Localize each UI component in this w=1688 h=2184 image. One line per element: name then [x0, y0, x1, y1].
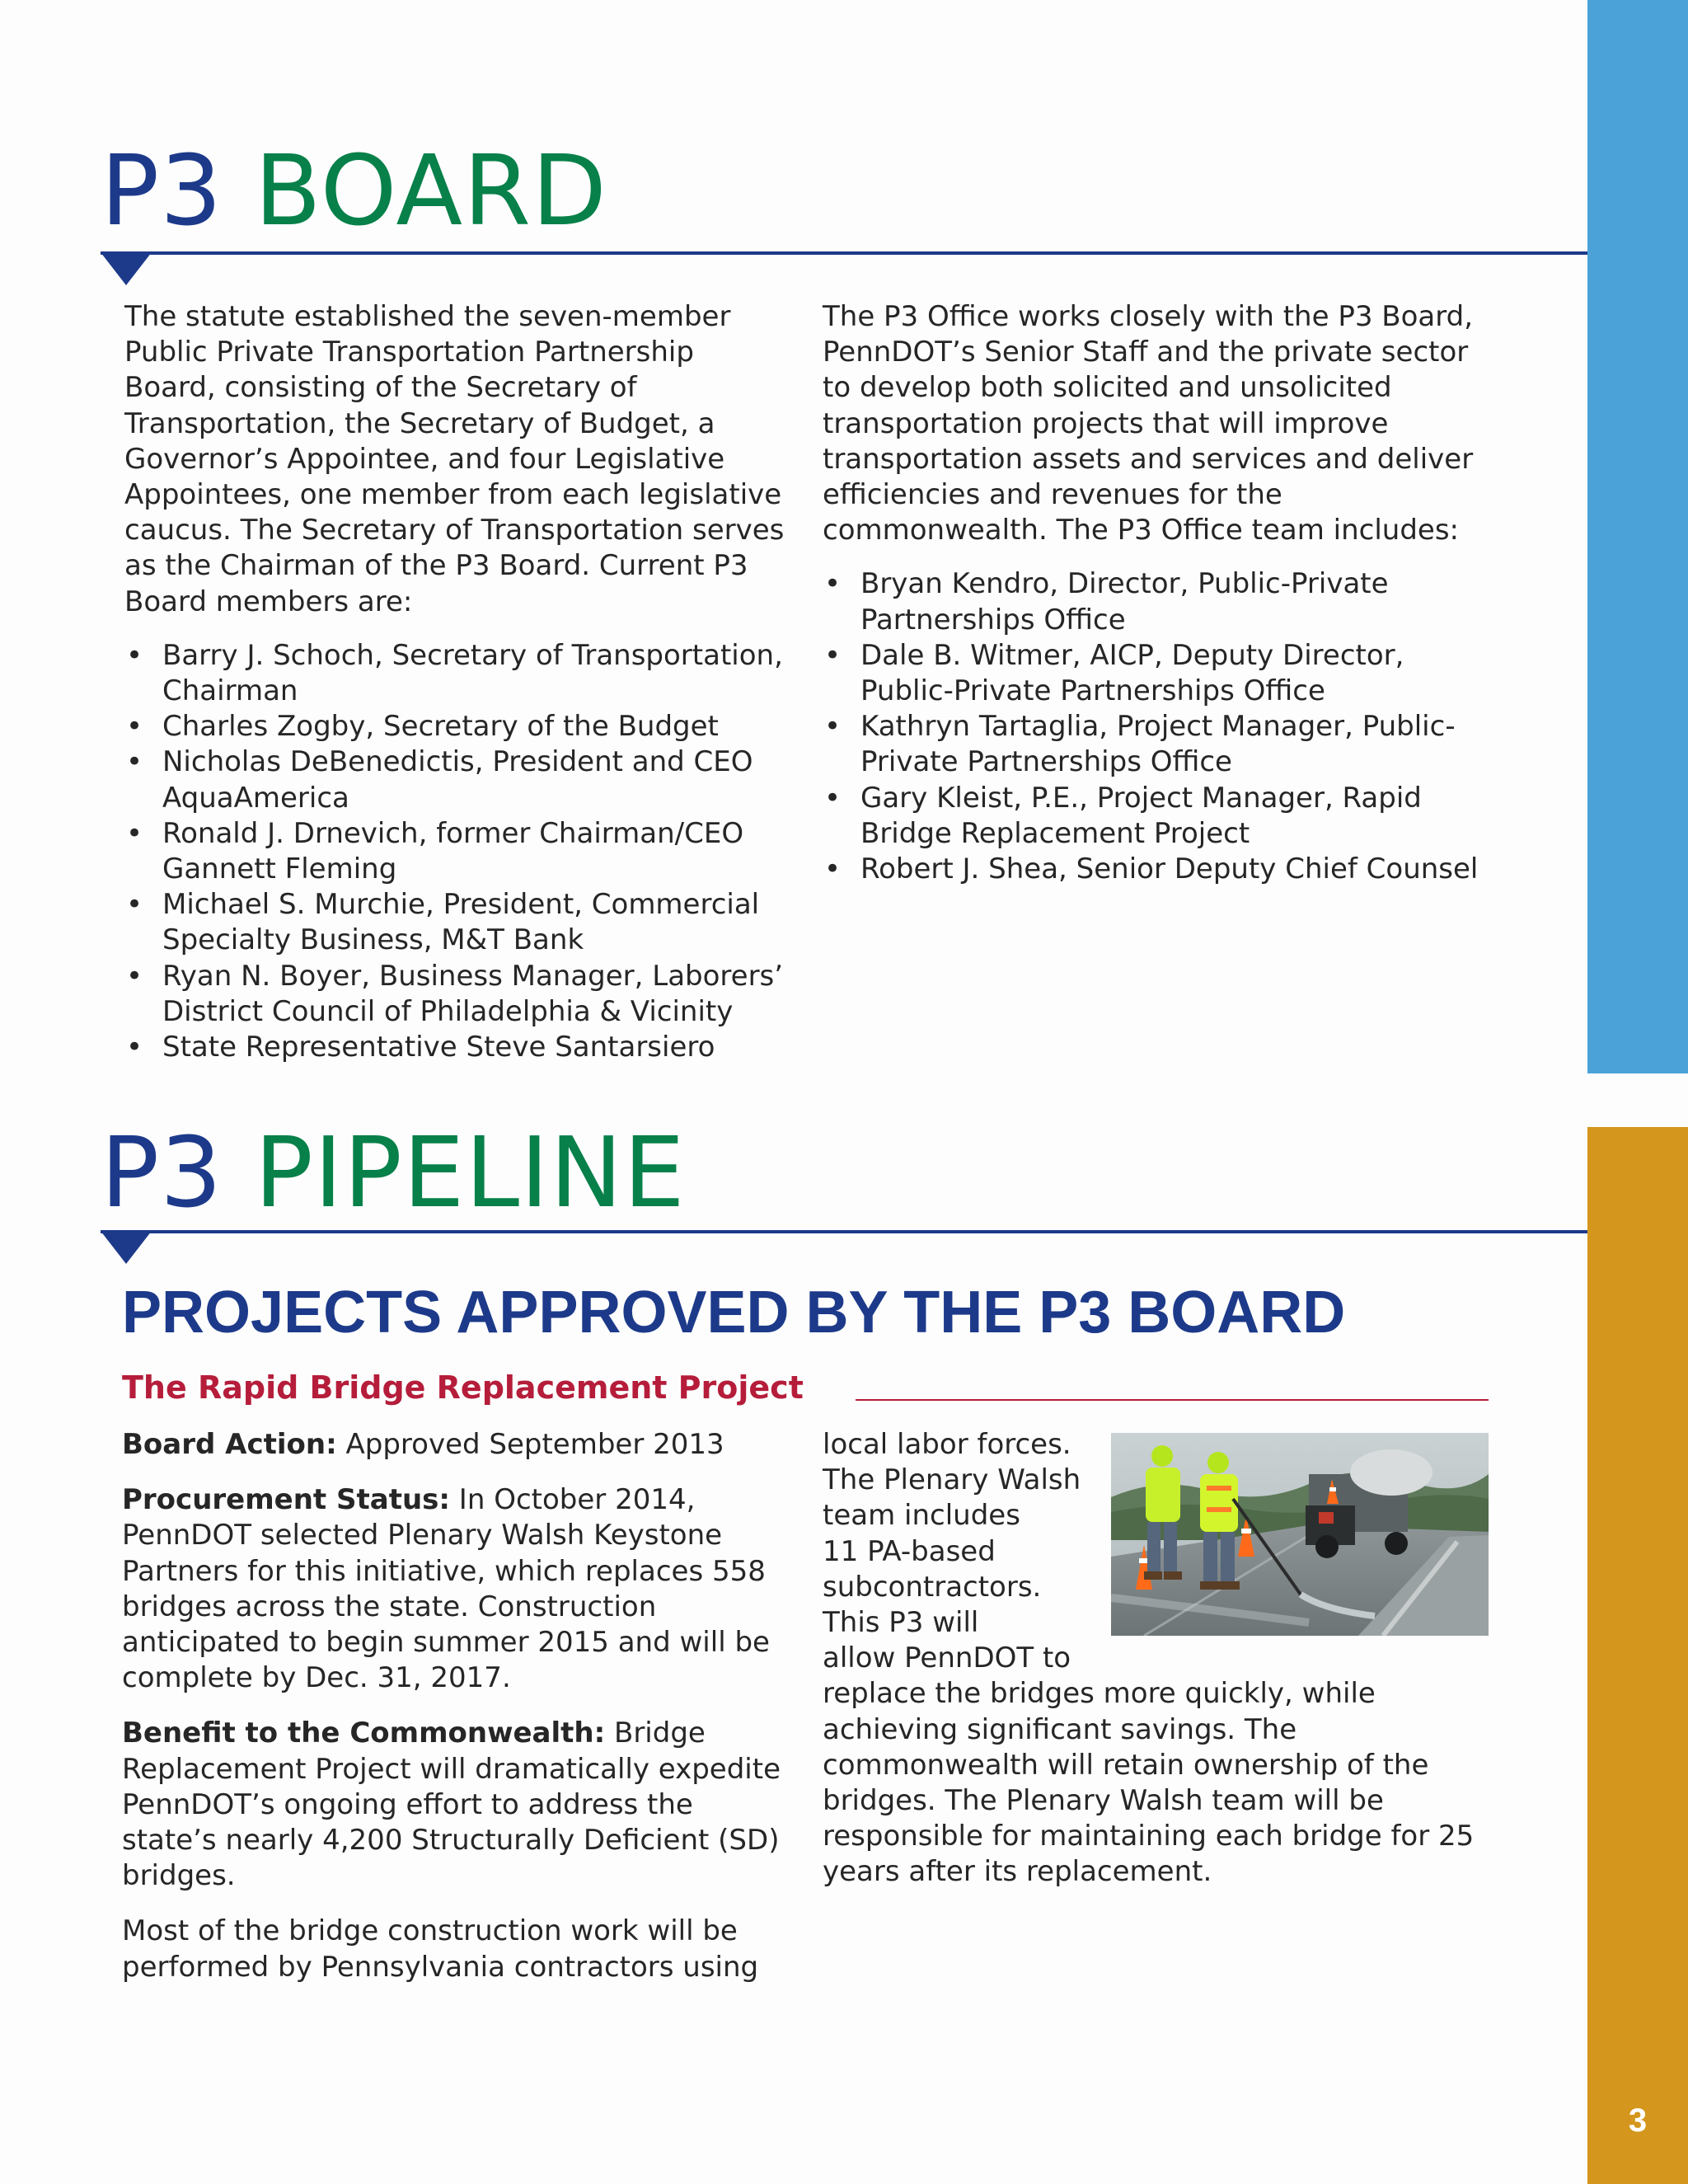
list-item: • Dale B. Witmer, AICP, Deputy Director, Public-Private Partnerships Office: [823, 638, 1490, 709]
list-item: • Charles Zogby, Secretary of the Budget: [124, 709, 792, 744]
board-action-paragraph: [122, 1427, 781, 1463]
pipeline-title-marker: [101, 1231, 152, 1264]
project-title: The Rapid Bridge Replacement Project: [122, 1369, 804, 1406]
board-title-marker: [101, 252, 152, 285]
board-title-p3: P3: [101, 134, 223, 247]
text-line: 11 PA-based: [823, 1534, 996, 1568]
list-item: • Ronald J. Drnevich, former Chairman/CEO Gannett Fleming: [124, 816, 792, 887]
board-action-label: Board Action:: [122, 1428, 337, 1461]
pipeline-section-title: [101, 1115, 686, 1229]
procurement-text: In October 2014, PennDOT selected Plenary Walsh Keystone Partners for this initiative, which replaces 558 bridges across the state. Construction anticipated to begin summer 2015 and will be complete by Dec. 31, 2017.: [122, 1483, 770, 1695]
side-tab-gold: [1587, 1127, 1688, 2184]
office-intro-text: The P3 Office works closely with the P3 Board, PennDOT’s Senior Staff and the private sector to develop both solicited and unsolicited transportation projects that will improve transportation assets and services and deliver efficiencies and revenues for the commonwealth. The P3 Office team includes:: [823, 300, 1474, 547]
benefit-paragraph: [122, 1716, 781, 1894]
board-members-list: [124, 638, 792, 1065]
list-item: • State Representative Steve Santarsiero: [124, 1030, 792, 1065]
pipeline-title-word: PIPELINE: [254, 1115, 686, 1229]
text-line: team includes: [823, 1499, 1020, 1533]
board-intro-text: The statute established the seven-member Public Private Transportation Partnership Board, consisting of the Secretary of Transportation, the Secretary of Budget, a Governor’s Appointee, and four Legislative Appointees, one member from each legislative caucus. The Secretary of Transportation serves as the Chairman of the P3 Board. Current P3 Board members are:: [124, 300, 785, 618]
project-left-column: [122, 1427, 781, 1985]
list-item: • Nicholas DeBenedictis, President and CEO AquaAmerica: [124, 744, 792, 815]
list-item: • Barry J. Schoch, Secretary of Transportation, Chairman: [124, 638, 792, 709]
construction-paragraph: Most of the bridge construction work will be performed by Pennsylvania contractors using: [122, 1914, 759, 1984]
board-action-text: Approved September 2013: [336, 1428, 724, 1461]
list-item: • Gary Kleist, P.E., Project Manager, Rapid Bridge Replacement Project: [823, 781, 1490, 852]
text-line: subcontractors.: [823, 1570, 1042, 1604]
project-right-paragraph: replace the bridges more quickly, while achieving significant savings. The commonwealth will retain ownership of the bridges. The Plenary Walsh team will be responsible for maintaining each bridge for 25 years after its replacement.: [823, 1677, 1475, 1889]
board-right-column: [823, 299, 1490, 887]
procurement-paragraph: [122, 1482, 781, 1696]
board-title-rule: [101, 251, 1587, 255]
benefit-label: Benefit to the Commonwealth:: [122, 1717, 606, 1750]
side-tab-blue: [1587, 0, 1688, 1073]
page-number: 3: [1628, 2102, 1648, 2139]
list-item: • Michael S. Murchie, President, Commercial Specialty Business, M&T Bank: [124, 887, 792, 958]
benefit-text: Bridge Replacement Project will dramatically expedite PennDOT’s ongoing effort to address the state’s nearly 4,200 Structurally Deficient (SD) bridges.: [122, 1717, 781, 1893]
board-title-word: BOARD: [254, 134, 608, 247]
board-left-column: [124, 299, 792, 1065]
text-line: This P3 will: [823, 1606, 979, 1640]
office-team-list: [823, 566, 1490, 887]
text-line: The Plenary Walsh: [823, 1463, 1081, 1497]
text-line: allow PennDOT to: [823, 1642, 1071, 1675]
pipeline-title-p3: P3: [101, 1115, 223, 1229]
project-title-rule: [856, 1399, 1489, 1401]
list-item: • Bryan Kendro, Director, Public-Private Partnerships Office: [823, 566, 1490, 637]
bridge-workers-photo: [1111, 1433, 1489, 1636]
list-item: • Ryan N. Boyer, Business Manager, Laborers’ District Council of Philadelphia & Vicinity: [124, 959, 792, 1030]
text-line: local labor forces.: [823, 1428, 1071, 1461]
list-item: • Robert J. Shea, Senior Deputy Chief Counsel: [823, 852, 1490, 887]
pipeline-title-rule: [101, 1230, 1587, 1233]
list-item: • Kathryn Tartaglia, Project Manager, Public-Private Partnerships Office: [823, 709, 1490, 780]
board-section-title: [101, 134, 608, 247]
procurement-label: Procurement Status:: [122, 1483, 450, 1517]
projects-approved-heading: PROJECTS APPROVED BY THE P3 BOARD: [122, 1280, 1346, 1346]
